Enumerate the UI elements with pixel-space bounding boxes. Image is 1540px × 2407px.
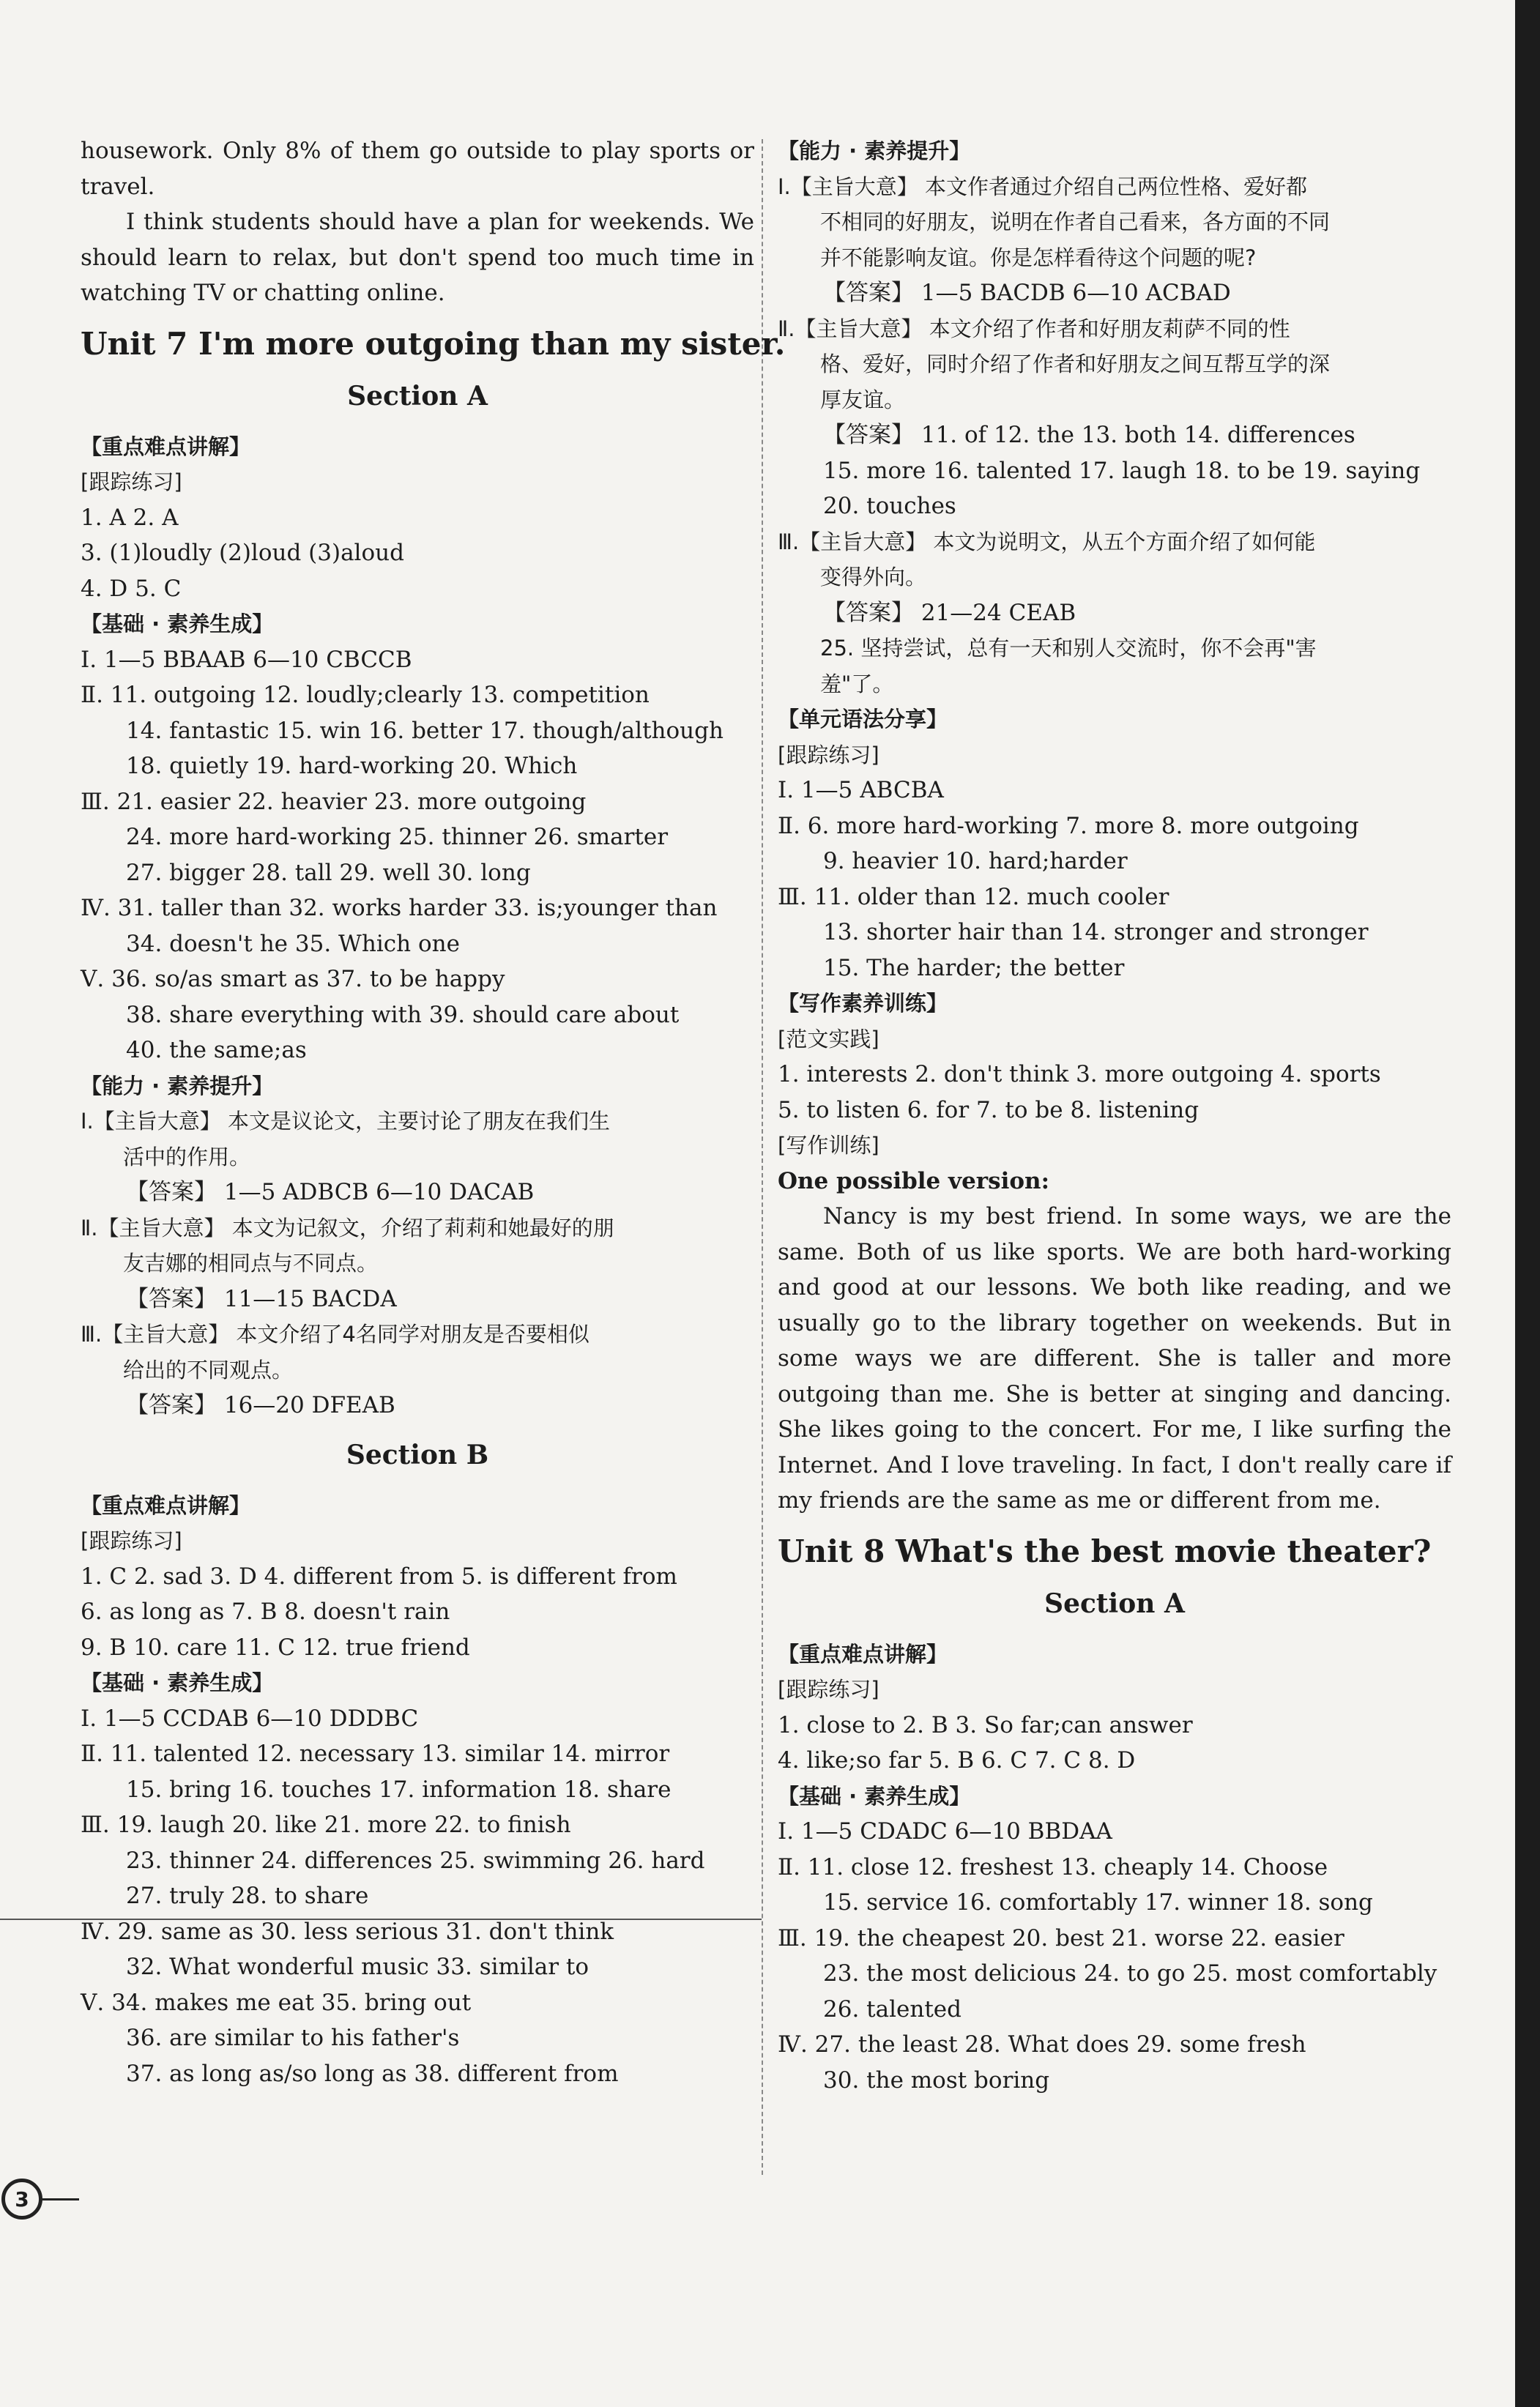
heading-writing-training: [写作训练] — [778, 1133, 879, 1158]
answer-line: 15. bring 16. touches 17. information 18. share — [126, 1776, 672, 1803]
answer-line: Ⅰ. 1—5 ABCBA — [778, 777, 944, 803]
right-column — [778, 133, 1451, 2098]
unit8-title: Unit 8 What's the best movie theater? — [778, 1533, 1432, 1569]
column-divider — [762, 139, 763, 2175]
main-idea-line: 变得外向。 — [820, 565, 927, 589]
answer-key-line: 羞"了。 — [820, 671, 894, 696]
answer-line: Ⅲ. 19. the cheapest 20. best 21. worse 22. easier — [778, 1924, 1344, 1952]
main-idea-line: 给出的不同观点。 — [123, 1357, 294, 1383]
heading-key-points: 【重点难点讲解】 — [778, 1641, 948, 1667]
main-idea-line: 并不能影响友谊。你是怎样看待这个问题的呢? — [820, 245, 1257, 270]
main-idea-line: 不相同的好朋友，说明在作者自己看来，各方面的不同 — [820, 209, 1331, 234]
answer-line: Ⅲ. 21. easier 22. heavier 23. more outgoing — [81, 788, 587, 815]
answer-key-line: 15. more 16. talented 17. laugh 18. to be 19. saying — [823, 457, 1421, 484]
page-number: 3 — [15, 2187, 29, 2211]
main-idea-line: Ⅰ.【主旨大意】 本文作者通过介绍自己两位性格、爱好都 — [778, 174, 1307, 199]
answer-line: Ⅴ. 36. so/as smart as 37. to be happy — [81, 966, 505, 992]
heading-key-points: 【重点难点讲解】 — [81, 1492, 251, 1518]
answer-line: 36. are similar to his father's — [126, 2025, 460, 2051]
heading-sample-practice: [范文实践] — [778, 1026, 879, 1052]
unit7-section-a-title: Section A — [347, 380, 488, 412]
answer-line: Ⅱ. 6. more hard-working 7. more 8. more outgoing — [778, 812, 1359, 839]
answer-line: Ⅱ. 11. close 12. freshest 13. cheaply 14. Choose — [778, 1853, 1328, 1880]
answer-line: Ⅳ. 27. the least 28. What does 29. some fresh — [778, 2031, 1306, 2058]
heading-practice: [跟踪练习] — [778, 742, 879, 767]
possible-version-label: One possible version: — [778, 1167, 1050, 1194]
answer-line: Ⅰ. 1—5 CCDAB 6—10 DDDBC — [81, 1705, 419, 1732]
answer-line: 26. talented — [823, 1995, 961, 2023]
answer-line: 6. as long as 7. B 8. doesn't rain — [81, 1599, 450, 1625]
main-idea-line: 格、爱好，同时介绍了作者和好朋友之间互帮互学的深 — [820, 351, 1331, 376]
heading-practice: [跟踪练习] — [81, 469, 182, 494]
unit7-section-b-title: Section B — [346, 1439, 489, 1470]
page-number-line — [42, 2198, 79, 2200]
page-spine-shadow — [1515, 0, 1540, 2407]
unit8-section-a-title: Section A — [1044, 1588, 1185, 1619]
answer-line: 4. like;so far 5. B 6. C 7. C 8. D — [778, 1747, 1136, 1774]
intro-paragraph-1: housework. Only 8% of them go outside to play sports or travel. — [81, 138, 754, 200]
answer-line: 32. What wonderful music 33. similar to — [126, 1954, 589, 1980]
answer-line: 1. A 2. A — [81, 504, 179, 531]
answer-line: Ⅱ. 11. outgoing 12. loudly;clearly 13. competition — [81, 682, 650, 708]
answer-line: 34. doesn't he 35. Which one — [126, 930, 460, 957]
answer-line: Ⅳ. 29. same as 30. less serious 31. don't think — [81, 1918, 614, 1945]
answer-line: 14. fantastic 15. win 16. better 17. though/although — [126, 717, 723, 744]
main-idea-line: Ⅱ.【主旨大意】 本文为记叙文，介绍了莉莉和她最好的朋 — [81, 1215, 614, 1240]
main-idea-line: Ⅲ.【主旨大意】 本文介绍了4名同学对朋友是否要相似 — [81, 1322, 589, 1347]
answer-key-line: 20. touches — [823, 493, 956, 519]
heading-basics: 【基础 · 素养生成】 — [778, 1783, 971, 1809]
answer-line: 38. share everything with 39. should care about — [126, 1001, 680, 1028]
answer-line: 30. the most boring — [823, 2066, 1050, 2094]
answer-key-line: 【答案】 21—24 CEAB — [823, 599, 1076, 626]
answer-line: Ⅲ. 19. laugh 20. like 21. more 22. to finish — [81, 1812, 571, 1838]
heading-writing: 【写作素养训练】 — [778, 991, 948, 1016]
answer-line: 5. to listen 6. for 7. to be 8. listening — [778, 1096, 1199, 1123]
answer-line: 27. bigger 28. tall 29. well 30. long — [126, 859, 531, 886]
answer-key-line: 【答案】 1—5 BACDB 6—10 ACBAD — [823, 280, 1231, 306]
heading-basics: 【基础 · 素养生成】 — [81, 611, 274, 636]
intro-paragraph-2: I think students should have a plan for weekends. We should learn to relax, but don't spend too much time in watching TV or chatting online. — [81, 209, 754, 306]
answer-line: 23. the most delicious 24. to go 25. most comfortably — [823, 1960, 1437, 1987]
answer-line: 9. heavier 10. hard;harder — [823, 848, 1128, 874]
answer-line: Ⅴ. 34. makes me eat 35. bring out — [81, 1989, 472, 2016]
main-idea-line: Ⅲ.【主旨大意】 本文为说明文，从五个方面介绍了如何能 — [778, 529, 1316, 554]
answer-line: 37. as long as/so long as 38. different from — [126, 2060, 619, 2087]
heading-ability: 【能力 · 素养提升】 — [778, 138, 971, 163]
answer-key-line: 【答案】 1—5 ADBCB 6—10 DACAB — [126, 1179, 535, 1205]
answer-line: 1. close to 2. B 3. So far;can answer — [778, 1711, 1193, 1738]
answer-line: 15. The harder; the better — [823, 954, 1125, 981]
page-number-badge — [1, 2179, 42, 2220]
answer-key-line: 25. 坚持尝试，总有一天和别人交流时，你不会再"害 — [820, 636, 1317, 661]
main-idea-line: 厚友谊。 — [820, 387, 906, 412]
answer-key-line: 【答案】 11—15 BACDA — [126, 1285, 397, 1312]
answer-key-line: 【答案】 16—20 DFEAB — [126, 1392, 395, 1418]
answer-line: Ⅰ. 1—5 CDADC 6—10 BBDAA — [778, 1818, 1112, 1845]
main-idea-line: 友吉娜的相同点与不同点。 — [123, 1251, 379, 1276]
answer-line: 4. D 5. C — [81, 575, 182, 602]
main-idea-line: Ⅰ.【主旨大意】 本文是议论文，主要讨论了朋友在我们生 — [81, 1109, 610, 1134]
answer-line: Ⅲ. 11. older than 12. much cooler — [778, 883, 1169, 910]
answer-line: 23. thinner 24. differences 25. swimming 26. hard — [126, 1847, 705, 1874]
answer-line: 15. service 16. comfortably 17. winner 18. song — [823, 1889, 1373, 1916]
main-idea-line: 活中的作用。 — [123, 1144, 251, 1169]
answer-key-line: 【答案】 11. of 12. the 13. both 14. differences — [823, 422, 1355, 448]
heading-practice: [跟踪练习] — [81, 1528, 182, 1553]
sample-essay: Nancy is my best friend. In some ways, we are the same. Both of us like sports. We are both hard-working and good at our lessons. We both like reading, and we usually go to the library together on weekends. But in some ways we are different. She is taller and more outgoing than me. She is better at singing and dancing. She likes going to the concert. For me, I like surfing the Internet. And I love traveling. In fact, I don't really care if my friends are the same as me or different from me. — [778, 1203, 1451, 1514]
heading-key-points: 【重点难点讲解】 — [81, 434, 251, 459]
heading-basics: 【基础 · 素养生成】 — [81, 1670, 274, 1695]
answer-line: 1. C 2. sad 3. D 4. different from 5. is different from — [81, 1563, 677, 1590]
unit7-title: Unit 7 I'm more outgoing than my sister. — [81, 325, 786, 362]
answer-line: 24. more hard-working 25. thinner 26. smarter — [126, 824, 669, 850]
answer-line: 13. shorter hair than 14. stronger and stronger — [823, 919, 1369, 945]
heading-ability: 【能力 · 素养提升】 — [81, 1073, 274, 1098]
answer-line: 40. the same;as — [126, 1037, 307, 1063]
answer-line: 1. interests 2. don't think 3. more outgoing 4. sports — [778, 1061, 1381, 1087]
answer-line: Ⅱ. 11. talented 12. necessary 13. similar 14. mirror — [81, 1741, 670, 1767]
left-column — [81, 133, 786, 2091]
answer-line: 9. B 10. care 11. C 12. true friend — [81, 1634, 470, 1661]
answer-line: Ⅰ. 1—5 BBAAB 6—10 CBCCB — [81, 646, 412, 673]
heading-grammar: 【单元语法分享】 — [778, 707, 948, 732]
answer-line: 18. quietly 19. hard-working 20. Which — [126, 753, 578, 779]
main-idea-line: Ⅱ.【主旨大意】 本文介绍了作者和好朋友莉萨不同的性 — [778, 316, 1290, 341]
answer-line: Ⅳ. 31. taller than 32. works harder 33. is;younger than — [81, 895, 718, 921]
heading-practice: [跟踪练习] — [778, 1677, 879, 1702]
answer-line: 3. (1)loudly (2)loud (3)aloud — [81, 540, 404, 566]
answer-line: 27. truly 28. to share — [126, 1883, 369, 1909]
